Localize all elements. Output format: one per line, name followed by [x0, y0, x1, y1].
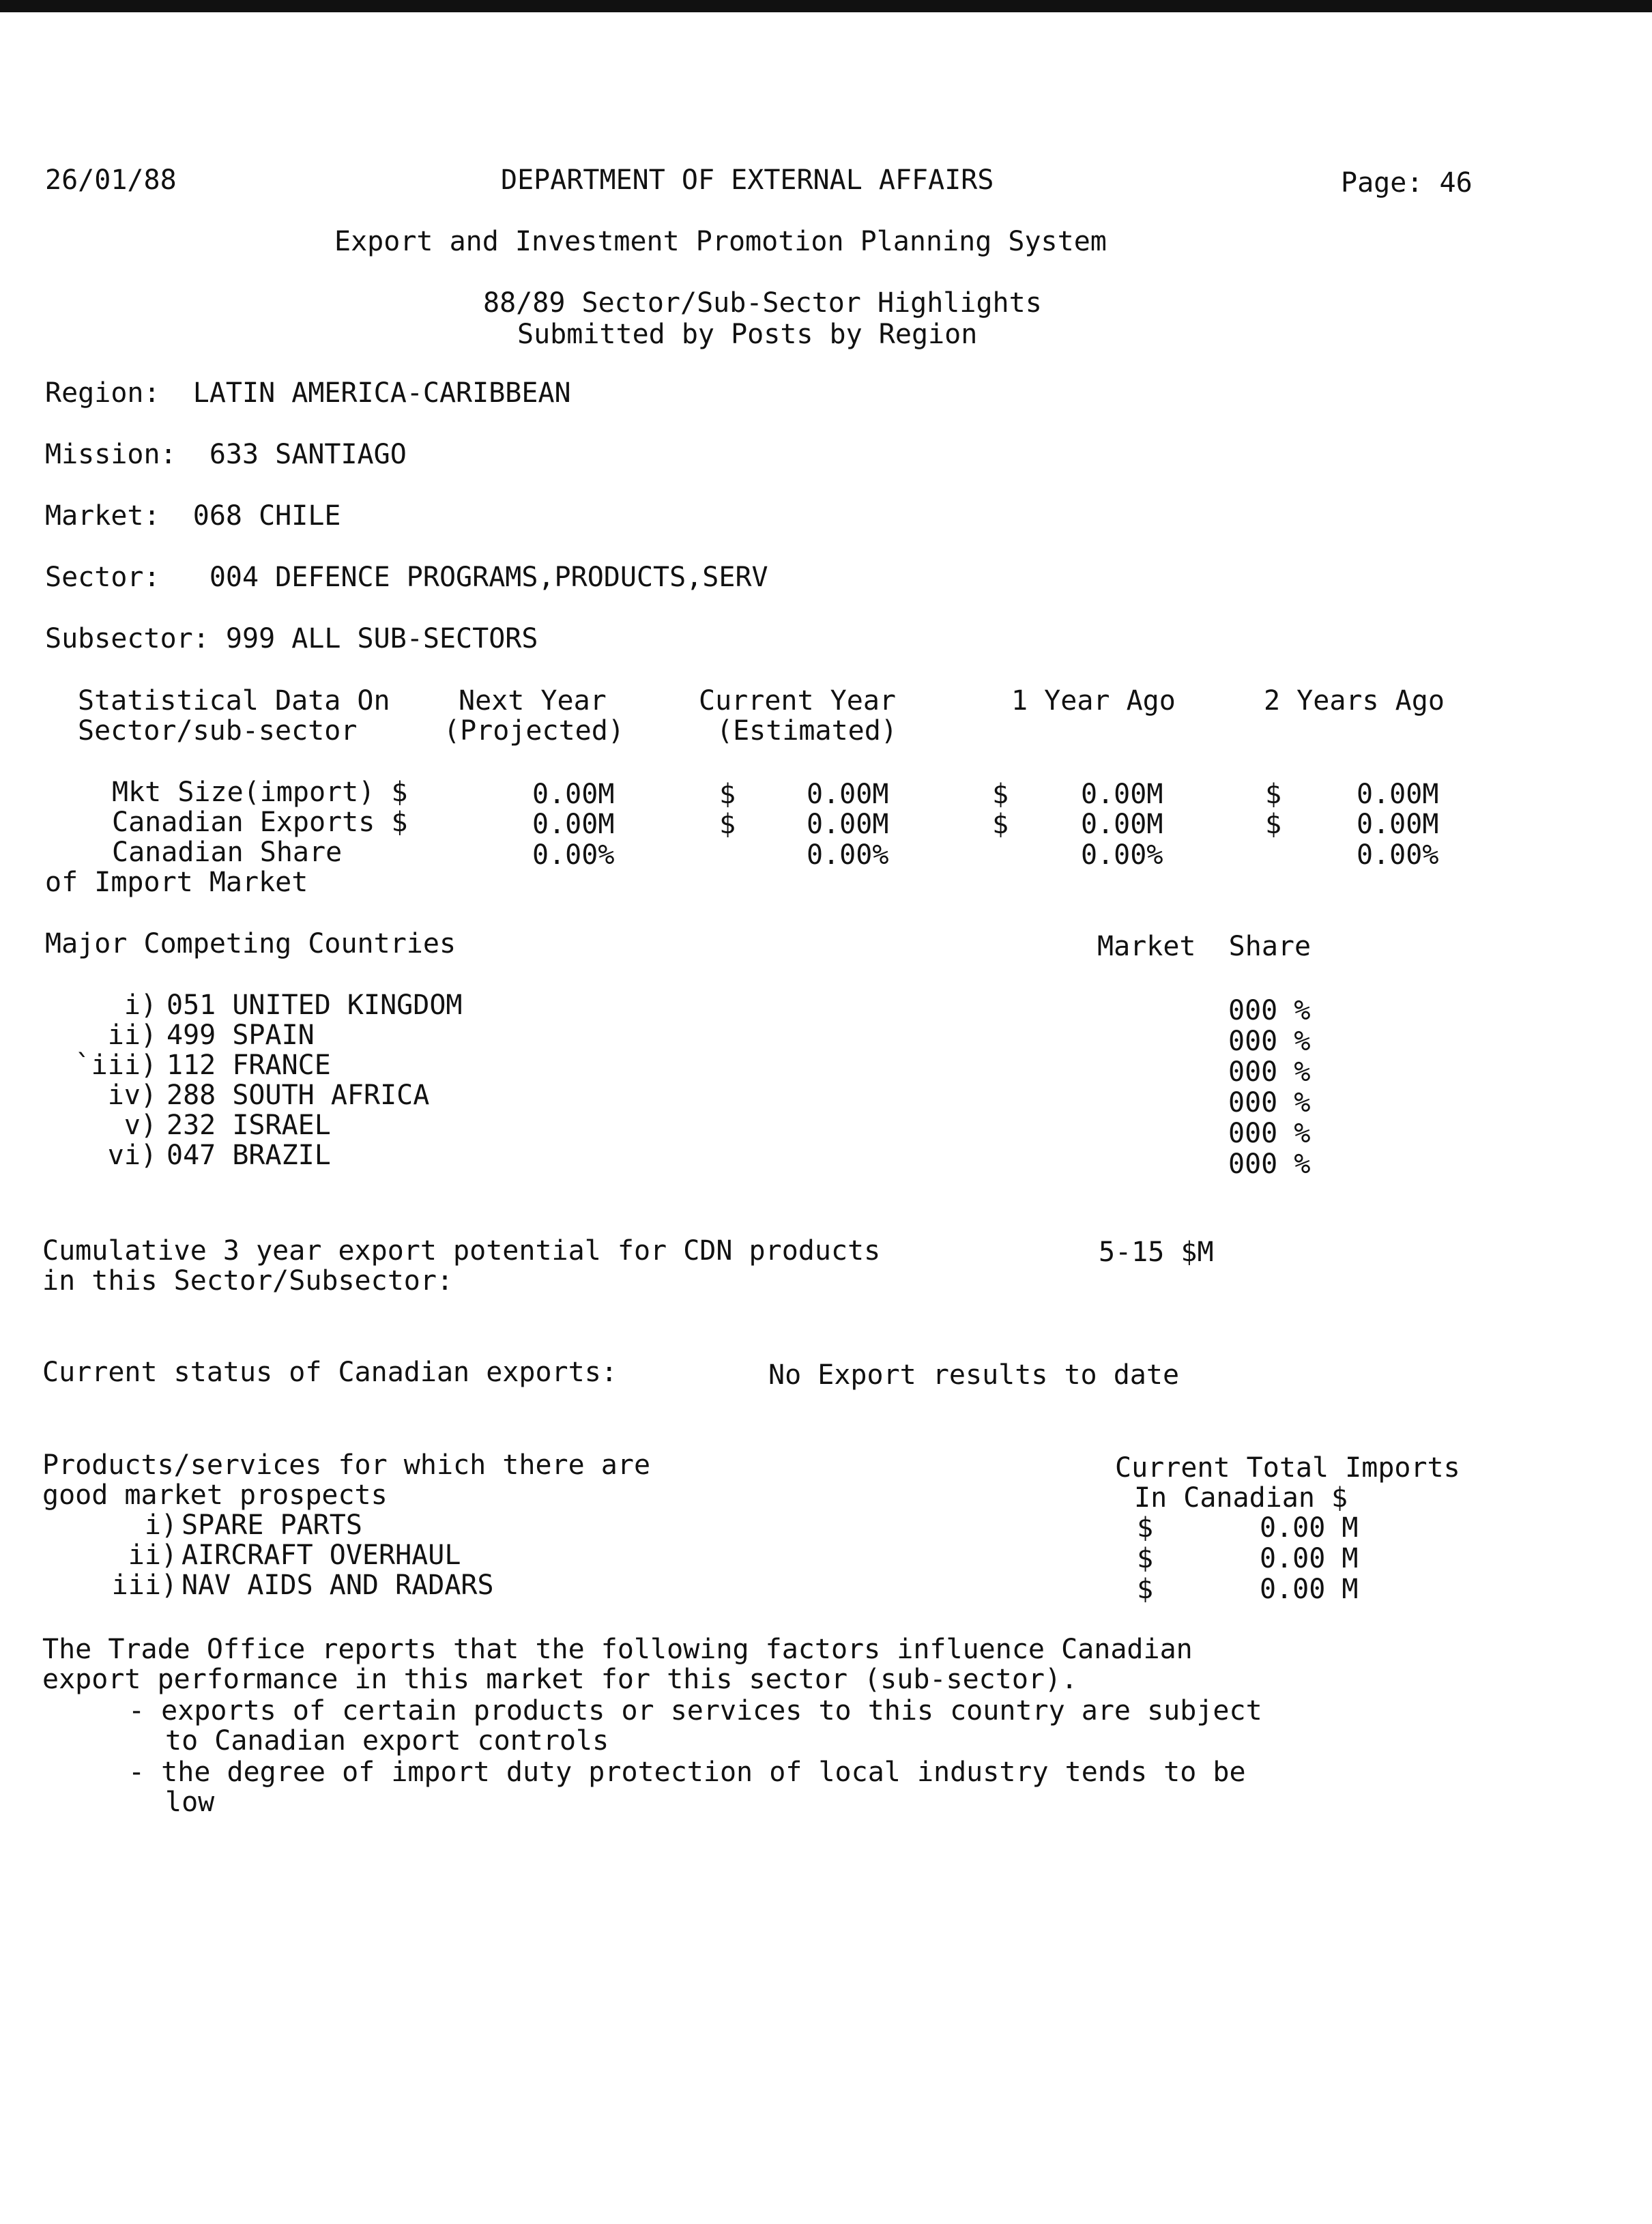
list-number: i)	[124, 990, 157, 1021]
product-name: AIRCRAFT OVERHAUL	[182, 1540, 461, 1571]
table-cell: 0.00%	[1081, 839, 1163, 871]
competitor-share: 000 %	[1228, 1026, 1311, 1057]
region-field: Region: LATIN AMERICA-CARIBBEAN	[45, 377, 571, 409]
column-header: 2 Years Ago	[1264, 685, 1445, 717]
competitor-country: 232 ISRAEL	[166, 1110, 331, 1141]
system-name: Export and Investment Promotion Planning System	[334, 226, 1107, 257]
export-potential-value: 5-15 $M	[1099, 1237, 1214, 1268]
row-label: Mkt Size(import) $	[112, 777, 408, 808]
list-number: v)	[124, 1110, 157, 1141]
export-potential-label: in this Sector/Subsector:	[42, 1265, 454, 1297]
table-cell: 0.00M	[532, 809, 615, 840]
table-cell: $	[992, 809, 1009, 840]
competitors-heading: Major Competing Countries	[45, 928, 457, 959]
report-title: 88/89 Sector/Sub-Sector Highlights	[483, 287, 1042, 319]
product-name: NAV AIDS AND RADARS	[182, 1570, 494, 1601]
table-cell: 0.00%	[807, 839, 889, 871]
factor-item-continued: low	[165, 1787, 215, 1818]
competitor-share: 000 %	[1228, 1087, 1311, 1118]
stats-heading: Statistical Data On	[78, 685, 390, 717]
products-heading: good market prospects	[42, 1479, 388, 1511]
stats-heading: Sector/sub-sector	[78, 715, 358, 747]
column-subheader: (Projected)	[444, 715, 624, 747]
table-cell: $	[719, 779, 736, 810]
page-top-edge	[0, 0, 1652, 12]
list-number: iii)	[111, 1570, 177, 1601]
competitor-share: 000 %	[1228, 1118, 1311, 1149]
subsector-field: Subsector: 999 ALL SUB-SECTORS	[45, 623, 538, 654]
factors-intro: The Trade Office reports that the following factors influence Canadian	[42, 1634, 1193, 1665]
factors-intro: export performance in this market for this sector (sub-sector).	[42, 1664, 1078, 1695]
table-cell: $	[1265, 779, 1282, 810]
table-cell: 0.00M	[532, 779, 615, 810]
table-cell: 0.00%	[1357, 839, 1439, 871]
list-number: vi)	[107, 1140, 157, 1171]
sector-field: Sector: 004 DEFENCE PROGRAMS,PRODUCTS,SERV	[45, 562, 768, 593]
row-label: Canadian Exports $	[112, 807, 408, 838]
factor-item: - the degree of import duty protection of local industry tends to be	[128, 1757, 1246, 1788]
import-value: 0.00 M	[1260, 1574, 1359, 1605]
competitor-country: 112 FRANCE	[166, 1050, 331, 1081]
column-header: 1 Year Ago	[1011, 685, 1176, 717]
table-cell: $	[719, 809, 736, 840]
table-cell: $	[992, 779, 1009, 810]
list-number: ii)	[128, 1540, 177, 1571]
export-status-label: Current status of Canadian exports:	[42, 1357, 618, 1388]
row-label-continued: of Import Market	[45, 867, 308, 898]
import-currency: $	[1137, 1574, 1154, 1605]
list-number: `iii)	[74, 1050, 157, 1081]
table-cell: 0.00M	[1357, 779, 1439, 810]
competitor-country: 047 BRAZIL	[166, 1140, 331, 1171]
table-cell: 0.00M	[807, 809, 889, 840]
import-currency: $	[1137, 1512, 1154, 1544]
competitor-country: 288 SOUTH AFRICA	[166, 1080, 430, 1111]
competitor-country: 051 UNITED KINGDOM	[166, 990, 463, 1021]
export-status-value: No Export results to date	[768, 1359, 1180, 1391]
page-number: Page: 46	[1341, 167, 1473, 199]
products-heading: Products/services for which there are	[42, 1449, 651, 1481]
list-number: i)	[144, 1510, 177, 1541]
column-header: Next Year	[459, 685, 607, 717]
mission-field: Mission: 633 SANTIAGO	[45, 439, 407, 470]
table-cell: 0.00M	[807, 779, 889, 810]
row-label: Canadian Share	[112, 837, 343, 868]
table-cell: $	[1265, 809, 1282, 840]
department-name: DEPARTMENT OF EXTERNAL AFFAIRS	[501, 164, 994, 196]
table-cell: 0.00M	[1357, 809, 1439, 840]
imports-heading: In Canadian $	[1134, 1482, 1348, 1514]
factor-item: - exports of certain products or services to this country are subject	[128, 1695, 1262, 1727]
table-cell: 0.00%	[532, 839, 615, 871]
competitor-country: 499 SPAIN	[166, 1020, 315, 1051]
report-date: 26/01/88	[45, 164, 177, 196]
market-field: Market: 068 CHILE	[45, 500, 341, 532]
import-currency: $	[1137, 1543, 1154, 1574]
list-number: ii)	[107, 1020, 157, 1051]
column-header: Current Year	[699, 685, 896, 717]
list-number: iv)	[107, 1080, 157, 1111]
export-potential-label: Cumulative 3 year export potential for CDN products	[42, 1235, 881, 1267]
table-cell: 0.00M	[1081, 779, 1163, 810]
factor-item-continued: to Canadian export controls	[165, 1725, 609, 1757]
competitor-share: 000 %	[1228, 1056, 1311, 1088]
table-cell: 0.00M	[1081, 809, 1163, 840]
product-name: SPARE PARTS	[182, 1510, 362, 1541]
import-value: 0.00 M	[1260, 1512, 1359, 1544]
competitor-share: 000 %	[1228, 1149, 1311, 1180]
column-subheader: (Estimated)	[716, 715, 897, 747]
report-subtitle: Submitted by Posts by Region	[517, 319, 978, 350]
market-share-heading: Market Share	[1097, 931, 1312, 962]
imports-heading: Current Total Imports	[1115, 1452, 1460, 1484]
competitor-share: 000 %	[1228, 995, 1311, 1026]
import-value: 0.00 M	[1260, 1543, 1359, 1574]
